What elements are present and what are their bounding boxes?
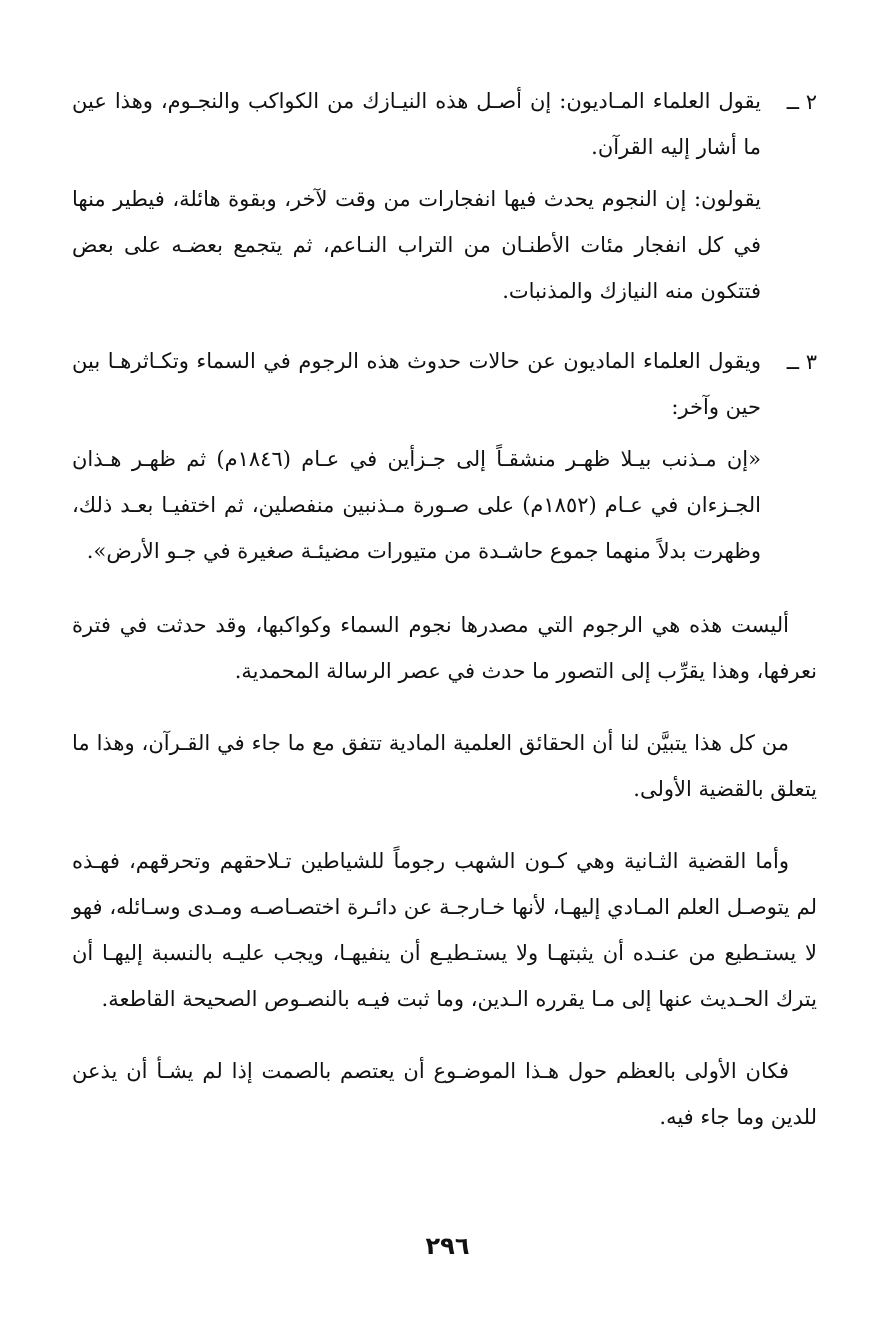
page-number: ٢٩٦ <box>425 1232 470 1260</box>
item-number: ٣ ــ <box>786 350 817 374</box>
paragraph: يقول العلماء المـاديون: إن أصـل هذه النيـازك من الكواكب والنجـوم، وهذا عين ما أشار إليه القرآن. <box>72 89 761 159</box>
paragraph: ويقول العلماء الماديون عن حالات حدوث هذه الرجوم في السماء وتكـاثرهـا بين حين وآخر: <box>72 349 761 419</box>
item-body <box>72 78 761 314</box>
paragraph: من كل هذا يتبيَّن لنا أن الحقائق العلمية المادية تتفق مع ما جاء في القـرآن، وهذا ما يتعلق بالقضية الأولى. <box>72 731 817 801</box>
quoted-paragraph: «إن مـذنب بيـلا ظهـر منشقـاً إلى جـزأين في عـام (١٨٤٦م) ثم ظهـر هـذان الجـزءان في عـام (١٨٥٢م) على صـورة مـذنبين منفصلين، ثم اختفيـا بعـد ذلك، وظهرت بدلاً منهما جموع حاشـدة من متيورات مضيئـة صغيرة في جـو الأرض». <box>72 447 761 563</box>
paragraph: وأما القضية الثـانية وهي كـون الشهب رجوماً للشياطين تـلاحقهم وتحرقهم، فهـذه لم يتوصـل العلم المـادي إليهـا، لأنها خـارجـة عن دائـرة اختصـاصـه ومـدى وسـائله، فهو لا يستـطيع من عنـده أن يثبتهـا ولا يستـطيـع أن ينفيهـا، ويجب عليـه بالنسبة إليهـا أن يترك الحـديث عنها إلى مـا يقرره الـدين، وما ثبت فيـه بالنصـوص الصحيحة القاطعة. <box>72 849 817 1011</box>
numbered-item-3 <box>72 338 817 574</box>
item-number: ٢ ــ <box>786 90 817 114</box>
paragraph: فكان الأولى بالعظم حول هـذا الموضـوع أن يعتصم بالصمت إذا لم يشـأ أن يذعن للدين وما جاء فيه. <box>72 1059 817 1129</box>
item-body <box>72 338 761 574</box>
page-content <box>72 78 817 1140</box>
paragraph: أليست هذه هي الرجوم التي مصدرها نجوم السماء وكواكبها، وقد حدثت في فترة نعرفها، وهذا يقرِّب إلى التصور ما حدث في عصر الرسالة المحمدية. <box>72 613 817 683</box>
paragraph: يقولون: إن النجوم يحدث فيها انفجارات من وقت لآخر، وبقوة هائلة، فيطير منها في كل انفجار مئات الأطنـان من التراب النـاعم، ثم يتجمع بعضـه على بعض فتتكون منه النيازك والمذنبات. <box>72 187 761 303</box>
numbered-item-2 <box>72 78 817 314</box>
